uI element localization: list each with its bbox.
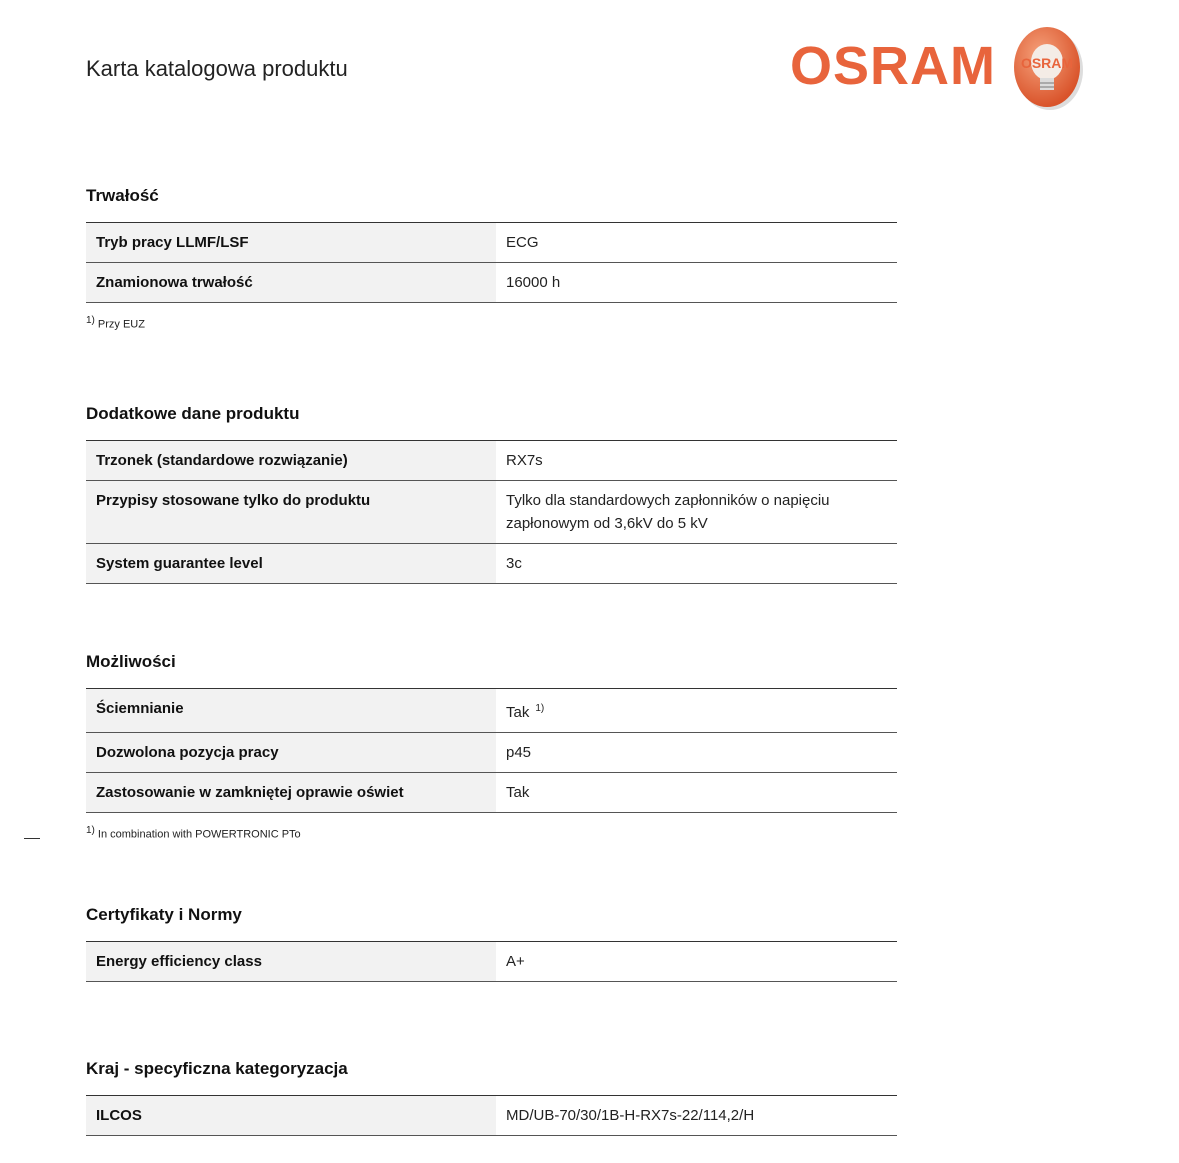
section-capabilities [86,652,897,841]
spec-key: Ściemnianie [86,689,496,733]
logo-badge: OSRAM [1020,55,1074,71]
table-row [86,773,897,813]
footnote-ref: 1) [535,703,545,714]
section-title: Możliwości [86,652,176,671]
spec-value: Tylko dla standardowych zapłonników o napięciu zapłonowym od 3,6kV do 5 kV [496,481,897,544]
spec-key: Przypisy stosowane tylko do produktu [86,481,496,544]
table-row [86,1096,897,1136]
spec-key: Dozwolona pozycja pracy [86,733,496,773]
spec-table [86,222,897,303]
spec-key: Trzonek (standardowe rozwiązanie) [86,441,496,481]
spec-key: Zastosowanie w zamkniętej oprawie oświet [86,773,496,813]
section-certificates [86,905,897,982]
footnote-text: Przy EUZ [97,318,145,331]
spec-value: p45 [496,733,897,773]
footnote-text: In combination with POWERTRONIC PTo [97,828,301,841]
table-row [86,441,897,481]
spec-table [86,688,897,813]
bulb-logo-icon [1012,24,1084,112]
section-title: Dodatkowe dane produktu [86,404,300,423]
footnote-mark: 1) [86,315,95,326]
table-row [86,689,897,733]
spec-value-cell [496,689,897,733]
spec-key: Energy efficiency class [86,942,496,982]
spec-value: A+ [496,942,897,982]
spec-table [86,1095,897,1136]
section-lifetime [86,186,897,331]
spec-value: MD/UB-70/30/1B-H-RX7s-22/114,2/H [496,1096,897,1136]
section-title: Kraj - specyficzna kategoryzacja [86,1059,348,1078]
spec-table [86,941,897,982]
osram-logo [790,22,1090,117]
spec-key: ILCOS [86,1096,496,1136]
section-title: Trwałość [86,186,159,205]
footnote-mark: 1) [86,825,95,836]
table-row [86,942,897,982]
table-row [86,263,897,303]
spec-key: Tryb pracy LLMF/LSF [86,223,496,263]
spec-key: Znamionowa trwałość [86,263,496,303]
spec-value: ECG [496,223,897,263]
table-row [86,544,897,584]
spec-value: 3c [496,544,897,584]
section-additional-data [86,404,897,584]
footnote [86,315,897,331]
spec-key: System guarantee level [86,544,496,584]
spec-value: 16000 h [496,263,897,303]
table-row [86,481,897,544]
spec-table [86,440,897,584]
table-row [86,733,897,773]
page-title: Karta katalogowa produktu [86,56,348,81]
spec-value: Tak [496,773,897,813]
spec-value: RX7s [496,441,897,481]
table-row [86,223,897,263]
footnote [86,825,897,841]
page-marker [24,838,40,839]
section-country-categorization [86,1059,897,1136]
section-title: Certyfikaty i Normy [86,905,242,924]
logo-wordmark: OSRAM [790,36,996,96]
spec-value: Tak [506,704,530,721]
